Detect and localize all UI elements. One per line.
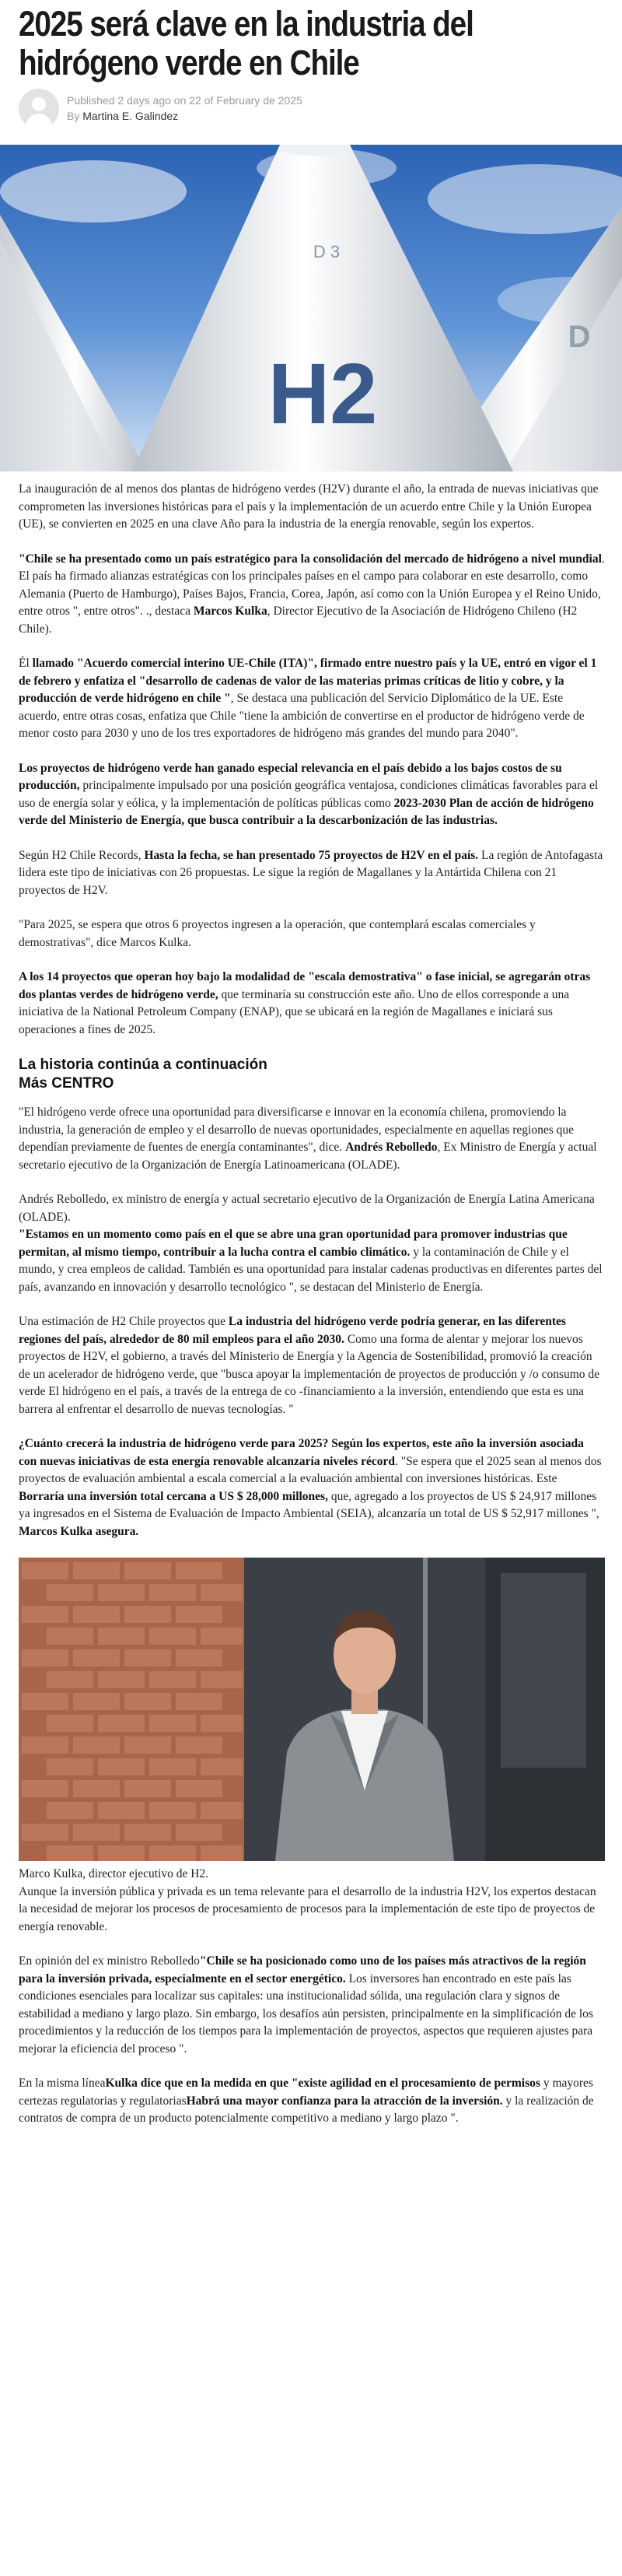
paragraph-text: y la realización de contratos de compra de un producto potencialmente competitivo a mediano y largo plazo ". bbox=[19, 2094, 594, 2125]
hero-h2-label: H2 bbox=[267, 346, 378, 442]
paragraph-bold: 2023-2030 Plan de acción de hidrógeno verde del Ministerio de Energía, que busca contribuir a la descarbonización de las industrias. bbox=[19, 796, 594, 827]
paragraph bbox=[19, 2075, 605, 2128]
paragraph bbox=[19, 916, 605, 952]
paragraph-text: que terminaría su construcción este año. Uno de ellos corresponde a una iniciativa de la National Petroleum Company (ENAP), que se ubicará en la región de Magallanes e iniciará sus operaciones a fines de 2025. bbox=[19, 987, 570, 1036]
svg-text:D 3: D 3 bbox=[313, 242, 341, 261]
paragraph-bold: Marcos Kulka asegura. bbox=[19, 1524, 139, 1538]
paragraph-text: En la misma línea bbox=[19, 2077, 106, 2090]
paragraph-text: . "Se espera que el 2025 sean al menos dos proyectos de evaluación ambiental a escala comercial a la evaluación ambiental con inversiones históricas. Este bbox=[19, 1454, 602, 1485]
paragraph bbox=[19, 847, 605, 900]
by-word: By bbox=[67, 110, 80, 122]
paragraph-text: . El país ha firmado alianzas estratégicas con los principales países en el campo para colaborar en este desarrollo, como Alemania (Puerto de Hamburgo), Países Bajos, Francia, Corea, Japón, así como con la Unión Europea y el Reino Unido, entre otros ", entre otros". ., destaca bbox=[19, 552, 605, 618]
paragraph-bold: ¿Cuánto crecerá la industria de hidrógeno verde para 2025? Según los expertos, este año la inversión asociada con nuevas iniciativas de esta energía renovable alcanzaría niveles récord bbox=[19, 1437, 584, 1468]
avatar-body bbox=[26, 114, 52, 129]
published-prefix: Published bbox=[67, 94, 115, 107]
author-meta bbox=[67, 110, 178, 122]
paragraph-text: , Se destaca una publicación del Servicio Diplomático de la UE. Este acuerdo, entre otras cosas, enfatiza que Chile "tiene la ambición de convertirse en el productor de hidrógeno verde de menor costo para 2030 y uno de los tres exportadores de hidrógeno más grandes del mundo para 2040". bbox=[19, 692, 585, 740]
paragraph-text: Él bbox=[19, 657, 33, 670]
hero-image bbox=[0, 145, 622, 471]
published-meta bbox=[67, 94, 302, 107]
paragraph-text: y mayores certezas regulatorias y regulatorias bbox=[19, 2077, 593, 2108]
paragraph-text: Como una forma de alentar y mejorar los nuevos proyectos de H2V, el gobierno, a través del Ministerio de Energía y la Agencia de Sostenibilidad, promovió la creación de un acelerador de hidrógeno verde, que "busca apoyar la implementación de proyectos de producción y /o consumo de verde El hidrógeno en el país, a través de la entrega de co -financiamiento a la inversión, entendiendo que esta es una barrera al enfrentar el desarrollo de nuevas tecnologías. " bbox=[19, 1332, 600, 1416]
paragraph bbox=[19, 1435, 605, 1540]
paragraph bbox=[19, 1191, 605, 1296]
published-on-word: on bbox=[173, 94, 187, 107]
article-title: 2025 será clave en la industria del hidrógeno verde en Chile bbox=[19, 4, 473, 82]
paragraph-text: Andrés Rebolledo, ex ministro de energía y actual secretario ejecutivo de la Organización de Energía Latina Americana (OLADE). bbox=[19, 1193, 595, 1224]
paragraph-bold: A los 14 proyectos que operan hoy bajo la modalidad de "escala demostrativa" o fase inicial, se agregarán otras dos plantas verdes de hidrógeno verde, bbox=[19, 970, 591, 1001]
paragraph-bold: Los proyectos de hidrógeno verde han ganado especial relevancia en el país debido a los bajos costos de su producción, bbox=[19, 761, 562, 792]
paragraph bbox=[19, 551, 605, 639]
paragraph bbox=[19, 655, 605, 743]
paragraph-bold: Marcos Kulka bbox=[193, 605, 267, 618]
paragraph bbox=[19, 969, 605, 1039]
paragraph-text: y la contaminación de Chile y el mundo, y crea empleos de calidad. También es una oportunidad para instalar cadenas productivas en diferentes partes del país, avanzando en innovación y desarrollo tecnológico ", se destacan del Ministerio de Energía. bbox=[19, 1245, 603, 1294]
paragraph-bold: La industria del hidrógeno verde podría generar, en las diferentes regiones del país, alrededor de 80 mil empleos para el año 2030. bbox=[19, 1315, 566, 1346]
paragraph-text: Los inversores han encontrado en este país las condiciones esenciales para localizar sus capitales: una institucionalidad sólida, una regulación clara y signos de estabilidad a mediano y largo plazo. Sin embargo, los desafíos aún persisten, principalmente en la simplificación de los procedimientos y la reducción de los tiempos para la implementación de proyectos, aspectos que requieren ajustes para mejorar la eficiencia del proceso ". bbox=[19, 1971, 593, 2056]
paragraph-bold: "Chile se ha posicionado como uno de los países más atractivos de la región para la inversión privada, especialmente en el sector energético. bbox=[19, 1954, 586, 1985]
kulka-photo bbox=[19, 1558, 605, 1861]
avatar-head bbox=[32, 97, 46, 111]
svg-text:D: D bbox=[568, 320, 591, 354]
author-link[interactable]: Martina E. Galindez bbox=[82, 110, 179, 122]
paragraph-text: Aunque la inversión pública y privada es un tema relevante para el desarrollo de la industria H2V, los expertos destacan la necesidad de mejorar los procesos de procesamiento de procesos para la implementación de este tipo de proyectos de energía renovable. bbox=[19, 1884, 596, 1933]
paragraph-text: "El hidrógeno verde ofrece una oportunidad para diversificarse e innovar en la economía chilena, promoviendo la industria, la generación de empleo y el desarrollo de nuevas oportunidades, especialmente en aquellas regiones que dependían previamente de fuentes de energía contaminantes", dice. bbox=[19, 1106, 575, 1154]
paragraph-text: , Director Ejecutivo de la Asociación de Hidrógeno Chileno (H2 Chile). bbox=[19, 605, 578, 636]
paragraph-text: "Para 2025, se espera que otros 6 proyectos ingresen a la operación, que contemplará escalas comerciales y demostrativas", dice Marcos Kulka. bbox=[19, 918, 536, 949]
paragraph-text: La inauguración de al menos dos plantas de hidrógeno verdes (H2V) durante el año, la entrada de nuevas iniciativas que comprometen las inversiones históricas para el país y la implementación de un acuerdo entre Chile y la Unión Europea (UE), se convierten en 2025 en una clave Año para la industria de la energía renovable, según los expertos. bbox=[19, 482, 599, 531]
author-avatar[interactable] bbox=[19, 89, 59, 129]
paragraph-bold: Andrés Rebolledo bbox=[345, 1141, 438, 1154]
paragraph-text: que, agregado a los proyectos de US $ 24,917 millones ya ingresados en el Sistema de Evaluación de Impacto Ambiental (SEIA), alcanzaría un total de US $ 52,917 millones ", bbox=[19, 1489, 599, 1520]
published-ago: 2 days ago bbox=[117, 94, 171, 107]
paragraph bbox=[19, 760, 605, 830]
subheading-line-1: La historia continúa a continuación bbox=[19, 1057, 267, 1073]
article-body bbox=[19, 481, 605, 2145]
paragraph bbox=[19, 1313, 605, 1418]
paragraph-text: Según H2 Chile Records, bbox=[19, 848, 145, 862]
paragraph-bold: llamado "Acuerdo comercial interino UE-Chile (ITA)", firmado entre nuestro país y la UE, entró en vigor el 1 de febrero y enfatiza el "desarrollo de cadenas de valor de las materias primas críticas de litio y cobre, y la producción de verde hidrógeno en chile " bbox=[19, 657, 597, 705]
paragraph bbox=[19, 1884, 605, 1936]
paragraph-bold: Borraría una inversión total cercana a US $ 28,000 millones, bbox=[19, 1489, 328, 1503]
paragraph-bold: "Estamos en un momento como país en el que se abre una gran oportunidad para promover industrias que permitan, al mismo tiempo, contribuir a la lucha contra el cambio climático. bbox=[19, 1228, 568, 1259]
paragraph bbox=[19, 1953, 605, 2058]
paragraph-bold: Kulka dice que en la medida en que "existe agilidad en el procesamiento de permisos bbox=[105, 2077, 540, 2090]
published-date: 22 of February de 2025 bbox=[189, 94, 302, 107]
section-subheading bbox=[19, 1056, 605, 1093]
paragraph-text: , Ex Ministro de Energía y actual secretario ejecutivo de la Organización de Energía Latinoamericana (OLADE). bbox=[19, 1141, 597, 1172]
paragraph-text: Una estimación de H2 Chile proyectos que bbox=[19, 1315, 229, 1328]
paragraph bbox=[19, 1104, 605, 1174]
byline bbox=[19, 89, 594, 129]
paragraph-text: La región de Antofagasta lidera este tipo de iniciativas con 26 propuestas. Le sigue la región de Magallanes y la Antártida Chilena con 21 proyectos de H2V. bbox=[19, 848, 603, 897]
subheading-line-2[interactable]: Más CENTRO bbox=[19, 1075, 114, 1092]
hydrogen-tanks-illustration bbox=[0, 145, 622, 471]
person-portrait-illustration bbox=[19, 1558, 605, 1861]
paragraph bbox=[19, 481, 605, 534]
paragraph-bold: "Chile se ha presentado como un país estratégico para la consolidación del mercado de hidrógeno a nivel mundial bbox=[19, 552, 602, 566]
photo-caption: Marco Kulka, director ejecutivo de H2. bbox=[19, 1867, 209, 1880]
paragraph-text: En opinión del ex ministro Rebolledo bbox=[19, 1954, 200, 1968]
paragraph-text: principalmente impulsado por una posición geográfica ventajosa, condiciones climáticas favorables para el uso de energía solar y eólica, y la implementación de políticas públicas como bbox=[19, 779, 599, 810]
paragraph-bold: Hasta la fecha, se han presentado 75 proyectos de H2V en el país. bbox=[144, 848, 479, 862]
paragraph-bold: Habrá una mayor confianza para la atracción de la inversión. bbox=[186, 2094, 503, 2108]
